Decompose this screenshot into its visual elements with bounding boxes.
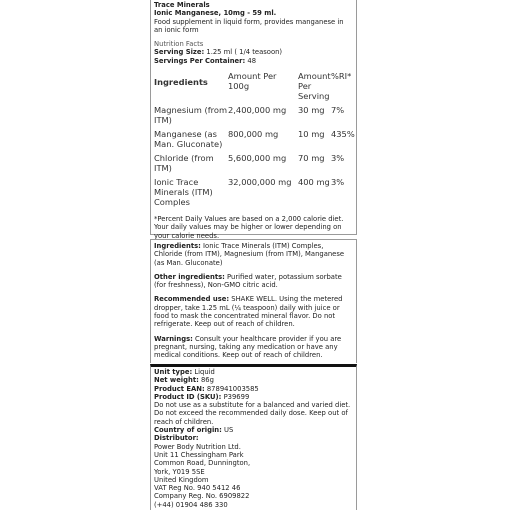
table-cell: 435% — [331, 129, 355, 140]
nutrition-panel — [150, 0, 357, 240]
product-ean: Product EAN: 878941003585 — [154, 384, 259, 393]
usage-note: Do not use as a substitute for a balanced and varied diet. — [154, 401, 351, 410]
product-sku: Product ID (SKU): P39699 — [154, 392, 250, 401]
distributor-line: Unit 11 Chessingham Park — [154, 450, 244, 459]
table-cell: 5,600,000 mg — [228, 153, 287, 164]
table-cell: 3% — [331, 177, 345, 188]
distributor-line: York, Y019 5SE — [154, 467, 205, 476]
table-cell: Chloride (from ITM) — [154, 153, 214, 174]
distributor-line: Company Reg. No. 6909822 — [154, 492, 250, 501]
table-header: Amount Per Serving — [298, 71, 331, 102]
facts-heading: Nutrition Facts — [154, 40, 204, 49]
distributor-line: Common Road, Dunnington, — [154, 459, 251, 468]
table-cell: 800,000 mg — [228, 129, 279, 140]
distributor-label: Distributor: — [154, 434, 199, 443]
daily-value-footnote: *Percent Daily Values are based on a 2,000 calorie diet. Your daily values may be higher or lower depending on your calorie needs. — [154, 215, 344, 240]
warnings-text: Warnings: Consult your healthcare provider if you are pregnant, nursing, taking any medication or have any medical conditions. Keep out of reach of children. — [154, 334, 342, 360]
country-of-origin: Country of origin: US — [154, 426, 234, 435]
table-header-row — [154, 71, 355, 105]
net-weight: Net weight: 86g — [154, 376, 214, 385]
product-details-panel — [150, 364, 357, 510]
distributor-line: Power Body Nutrition Ltd. — [154, 442, 241, 451]
table-cell: 7% — [331, 105, 345, 116]
table-row — [154, 105, 355, 129]
product-brand: Trace Minerals — [154, 1, 210, 9]
table-header: Amount Per 100g — [228, 71, 277, 92]
servings-per-container: Servings Per Container: 48 — [154, 56, 257, 65]
ingredients-panel — [150, 239, 357, 363]
dosage-note: Do not exceed the recommended daily dose. Keep out of reach of children. — [154, 409, 348, 426]
distributor-line: (+44) 01904 486 330 — [154, 500, 228, 509]
table-header: Ingredients — [154, 77, 208, 88]
table-cell: 3% — [331, 153, 345, 164]
nutrition-table — [154, 71, 355, 211]
table-cell: 30 mg — [298, 105, 325, 116]
distributor-line: United Kingdom — [154, 475, 209, 484]
table-cell: Manganese (as Man. Gluconate) — [154, 129, 223, 150]
ingredients-text: Ingredients: Ionic Trace Minerals (ITM) Comples, Chloride (from ITM), Magnesium (from ITM), Manganese (as Man. Gluconate) — [154, 242, 345, 267]
table-row — [154, 177, 355, 211]
table-cell: Ionic Trace Minerals (ITM) Comples — [154, 177, 213, 208]
table-cell: 400 mg — [298, 177, 330, 188]
product-name: Ionic Manganese, 10mg - 59 ml. — [154, 9, 277, 18]
table-cell: 2,400,000 mg — [228, 105, 287, 116]
serving-size: Serving Size: 1.25 ml ( 1/4 teasoon) — [154, 48, 283, 57]
other-ingredients-text: Other ingredients: Purified water, potassium sorbate (for freshness), Non-GMO citric acid. — [154, 272, 342, 290]
product-description: Food supplement in liquid form, provides manganese in an ionic form — [154, 17, 344, 34]
table-cell: 70 mg — [298, 153, 325, 164]
recommended-use-text: Recommended use: SHAKE WELL. Using the metered dropper, take 1.25 mL (¼ teaspoon) daily with juice or food to mask the concentrated mineral flavor. Do not refrigerate. Keep out of reach of children. — [154, 295, 343, 329]
unit-type: Unit type: Liquid — [154, 368, 215, 376]
table-cell: Magnesium (from ITM) — [154, 105, 228, 126]
distributor-line: VAT Reg No. 940 5412 46 — [154, 484, 241, 493]
table-header: %RI* — [331, 71, 352, 82]
table-row — [154, 129, 355, 153]
table-cell: 10 mg — [298, 129, 325, 140]
table-cell: 32,000,000 mg — [228, 177, 292, 188]
table-row — [154, 153, 355, 177]
